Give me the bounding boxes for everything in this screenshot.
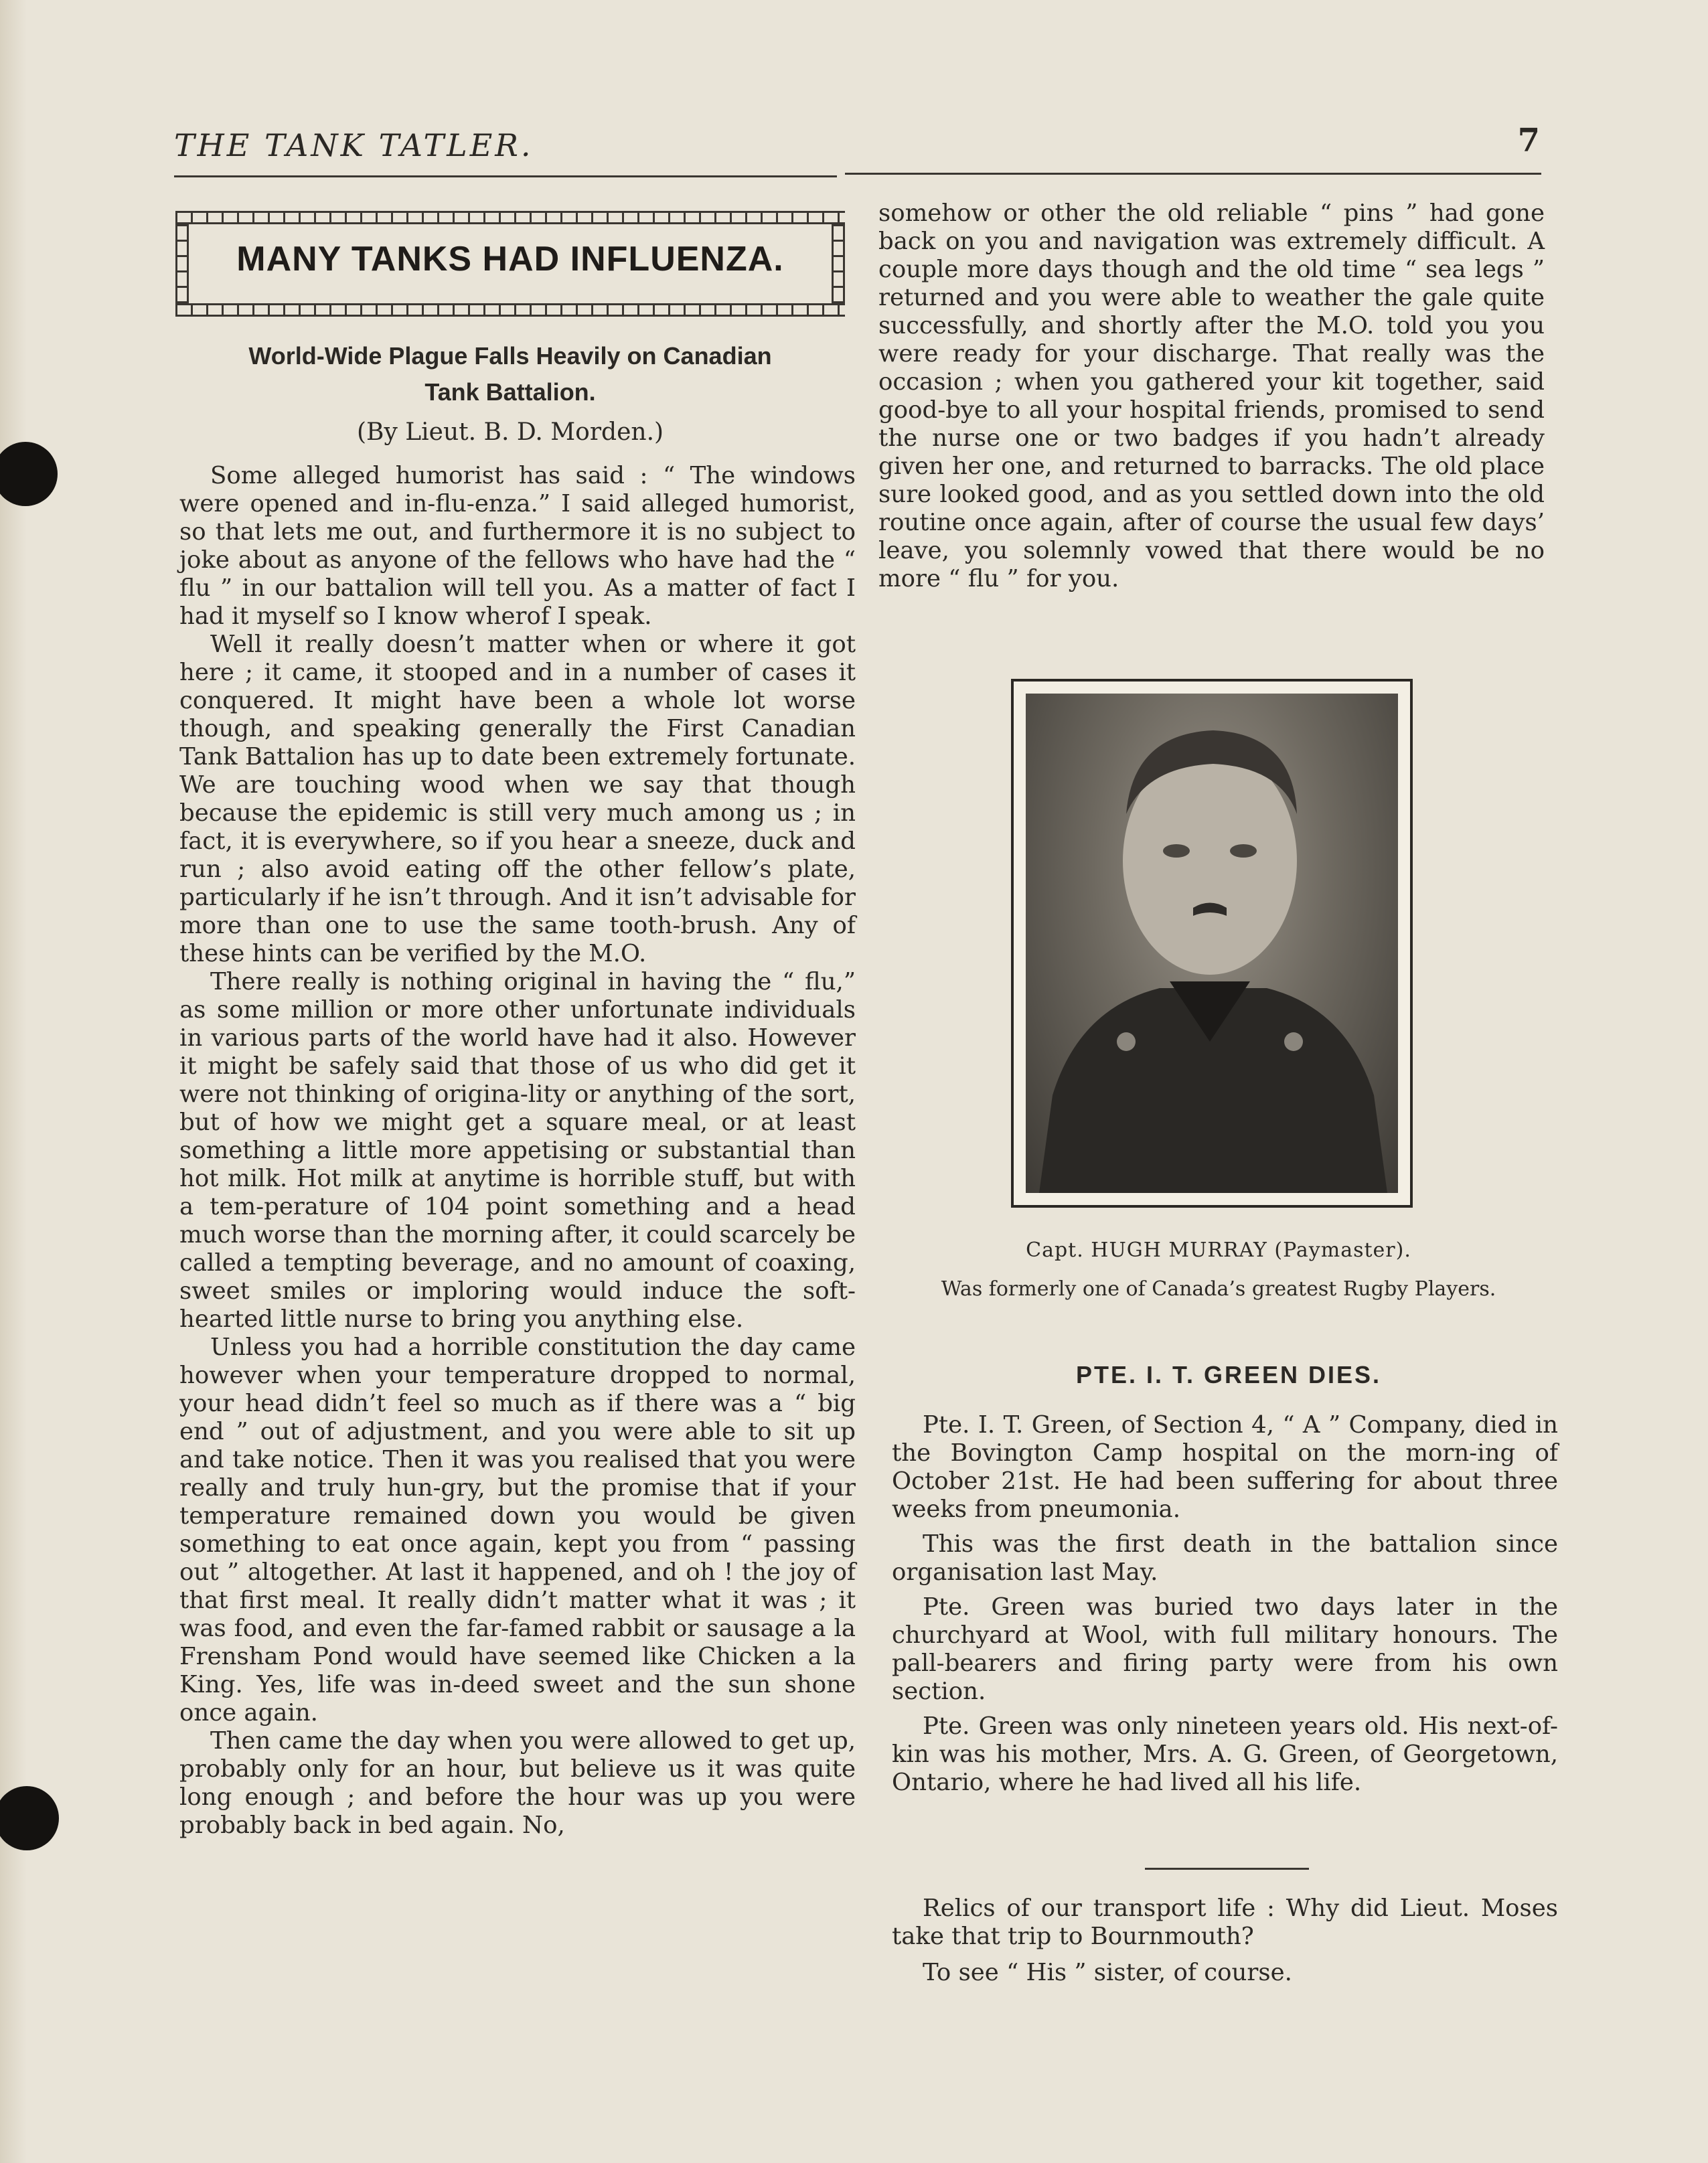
article-paragraph: Some alleged humorist has said : “ The windows were opened and in-flu-enza.” I said alleged humorist, so that lets me out, and furthermore it is no subject to joke about as anyone of the fellows who have had the “ flu ” in our battalion will tell you. As a matter of fact I had it myself so I know wherof I speak. [179,462,856,630]
decorative-border-bottom [175,303,845,317]
portrait-photo-frame [1011,679,1413,1208]
header-rule-left [174,175,837,177]
article-headline: MANY TANKS HAD INFLUENZA. [236,240,784,278]
article-paragraph: Then came the day when you were allowed to get up, probably only for an hour, but believe us it was quite long enough ; and before the hour was up you were probably back in bed again. No, [179,1727,856,1839]
article-subhead [175,338,845,410]
article-paragraph-continued: somehow or other the old reliable “ pins ” had gone back on you and navigation was extremely difficult. A couple more days though and the old time “ sea legs ” returned and you were able to weather the gale quite successfully, and shortly after the M.O. told you you were ready for your discharge. That really was the occasion ; when you gathered your kit together, said good-bye to all your hospital friends, promised to send the nurse one or two badges if you hadn’t already given her one, and returned to barracks. The old place sure looked good, and as you settled down into the old routine once again, after of course the usual few days’ leave, you solemnly vowed that there would be no more “ flu ” for you. [878,199,1545,592]
subhead-line-2: Tank Battalion. [424,378,596,406]
article-byline: (By Lieut. B. D. Morden.) [356,418,664,446]
obituary-headline: PTE. I. T. GREEN DIES. [1075,1361,1382,1388]
headline-border-box [175,211,845,317]
obituary-paragraph: Pte. I. T. Green, of Section 4, “ A ” Company, died in the Bovington Camp hospital on the morn-ing of October 21st. He had been suffering for about three weeks from pneumonia. [892,1411,1558,1523]
section-divider [1145,1868,1309,1870]
portrait-silhouette [1026,694,1398,1193]
publication-title: THE TANK TATLER. [174,127,534,163]
obituary-paragraph: Pte. Green was buried two days later in the churchyard at Wool, with full military honours. The pall-bearers and firing party were from his own section. [892,1593,1558,1705]
article-paragraph: There really is nothing original in having the “ flu,” as some million or more other unfortunate individuals in various parts of the world have had it also. However it might be safely said that those of us who did get it were not thinking of origina-lity or anything of the sort, but of how we might get a square meal, or at least something a little more appetising or substantial than hot milk. Hot milk at anytime is horrible stuff, but with a tem-perature of 104 point something and a head much worse than the morning after, it could scarcely be called a tempting beverage, and no amount of coaxing, sweet smiles or imploring would induce the soft-hearted little nurse to bring you anything else. [179,968,856,1333]
snippet-question: Relics of our transport life : Why did Lieut. Moses take that trip to Bournmouth? [892,1895,1558,1950]
decorative-border-left [175,224,189,303]
subhead-line-1: World-Wide Plague Falls Heavily on Canadian [248,342,772,370]
obituary-paragraph: This was the first death in the battalion since organisation last May. [892,1530,1558,1586]
photo-caption-name: Capt. HUGH MURRAY (Paymaster). [1026,1238,1411,1262]
portrait-photo [1026,694,1398,1193]
obituary-body [892,1411,1558,1804]
article-paragraph: Well it really doesn’t matter when or where it got here ; it came, it stooped and in a number of cases it conquered. It might have been a whole lot worse though, and speaking generally the First Canadian Tank Battalion has up to date been extremely fortunate. We are touching wood when we say that though because the epidemic is still very much among us ; in fact, it is everywhere, so if you hear a sneeze, duck and run ; also avoid eating off the other fellow’s plate, particularly if he isn’t through. And it isn’t advisable for more than one to use the same tooth-brush. Any of these hints can be verified by the M.O. [179,631,856,967]
decorative-border-right [832,224,845,303]
binder-hole-bottom [0,1786,59,1850]
page-number: 7 [1517,122,1540,159]
photo-caption-description: Was formerly one of Canada’s greatest Rugby Players. [941,1277,1496,1301]
article-paragraph: Unless you had a horrible constitution the day came however when your temperature dropped to normal, your head didn’t feel so much as if there was a “ big end ” out of adjustment, and you were able to sit up and take notice. Then it was you realised that you were really and truly hun-gry, but the promise that if your temperature remained down you would be given something to eat once again, kept you from “ passing out ” altogether. At last it happened, and oh ! the joy of that first meal. It really didn’t matter what it was ; it was food, and even the far-famed rabbit or sausage a la Frensham Pond would have seemed like Chicken a la King. Yes, life was in-deed sweet and the sun shone once again. [179,1334,856,1727]
running-header [174,122,1540,174]
header-rule-right [845,173,1541,175]
article-body-continued [878,199,1545,593]
decorative-border-top [175,211,845,224]
binder-hole-top [0,442,58,506]
relics-snippet [892,1895,1558,1995]
obituary-paragraph: Pte. Green was only nineteen years old. His next-of-kin was his mother, Mrs. A. G. Green, of Georgetown, Ontario, where he had lived all his life. [892,1712,1558,1796]
snippet-answer: To see “ His ” sister, of course. [923,1959,1292,1986]
article-body-left-column [179,462,856,1840]
